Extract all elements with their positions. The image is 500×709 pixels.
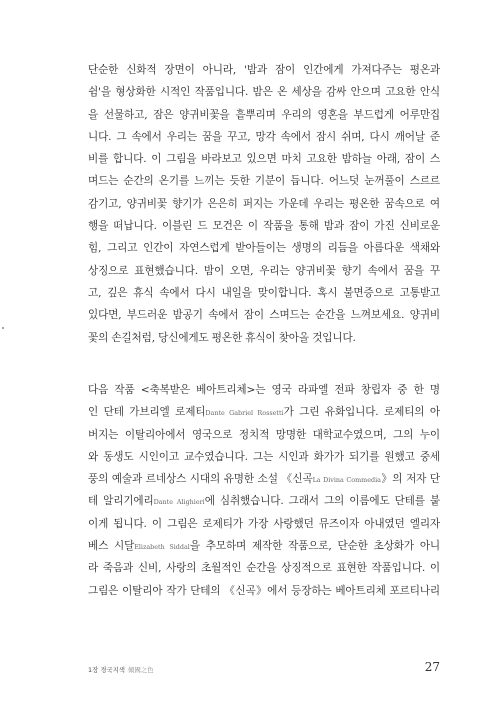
text-line: 버지는 이탈리아에서 영국으로 정치적 망명한 대학교수였으며, 그의 누이 — [88, 428, 440, 441]
text-line — [88, 490, 440, 512]
text-line: 그림은 이탈리아 작가 단테의 《신곡》에서 등장하는 베아트리체 포르티나리 — [88, 584, 440, 597]
text-line: 단순한 신화적 장면이 아니라, '밤과 잠이 인간에게 가져다주는 평온과 — [88, 64, 440, 76]
text-line: 힘, 그리고 인간이 자연스럽게 받아들이는 생명의 리듬을 아름다운 색채와 — [88, 242, 440, 255]
body-paragraph-1 — [88, 59, 440, 349]
text-line: 와 동생도 시인이고 교수였습니다. 그는 시인과 화가가 되기를 원했고 중세 — [88, 450, 440, 463]
text-line: 고, 깊은 휴식 속에서 다시 내일을 맞이합니다. 혹시 불면증으로 고통받고 — [88, 286, 440, 299]
original-name-annotation: Dante Alighieri — [153, 498, 205, 507]
chapter-subtitle: 傾國之色 — [127, 666, 154, 674]
page-number: 27 — [424, 660, 440, 674]
text-line: 행을 떠납니다. 이블린 드 모건은 이 작품을 통해 밤과 잠이 가진 신비로운 — [88, 220, 440, 233]
text-line: 비를 합니다. 이 그림을 바라보고 있으면 마치 고요한 밤하늘 아래, 잠이 스 — [88, 153, 440, 166]
text-segment: 을 추모하며 제작한 작품으로, 단순한 초상화가 아니 — [189, 540, 440, 553]
original-title-annotation: La Divina Commedia — [312, 476, 381, 485]
text-line: 니다. 그 속에서 우리는 꿈을 꾸고, 망각 속에서 잠시 쉬며, 다시 깨어날 준 — [88, 130, 440, 143]
running-footer-chapter — [88, 665, 154, 674]
text-line: 이게 됩니다. 이 그림은 로제티가 가장 사랑했던 뮤즈이자 아내였던 엘리자 — [88, 517, 440, 530]
text-line: 다음 작품 <축복받은 베아트리체>는 영국 라파엘 전파 창립자 중 한 명 — [88, 384, 440, 396]
page-footer — [88, 662, 440, 676]
text-segment: 에 심취했습니다. 그래서 그의 이름에도 단테를 붙 — [204, 495, 440, 508]
text-line: 라 죽음과 신비, 사랑의 초월적인 순간을 상징적으로 표현한 작품입니다. 이 — [88, 562, 440, 575]
text-line: 있다면, 부드러운 밤공기 속에서 잠이 스며드는 순간을 느껴보세요. 양귀비 — [88, 309, 440, 322]
text-segment: 》의 저자 단 — [380, 473, 440, 486]
original-name-annotation: Elizabeth Siddal — [134, 543, 190, 552]
text-line: 상징으로 표현했습니다. 밤이 오면, 우리는 양귀비꽃 향기 속에서 꿈을 꾸 — [88, 264, 440, 277]
text-line: 을 선물하고, 잠은 양귀비꽃을 흩뿌리며 우리의 영혼을 부드럽게 어루만집 — [88, 108, 440, 121]
original-name-annotation: Dante Gabriel Rossetti — [205, 409, 284, 418]
text-segment: 테 알리기에리 — [88, 495, 154, 508]
text-line — [88, 401, 440, 423]
text-line: 꽃의 손길처럼, 당신에게도 평온한 휴식이 찾아올 것입니다. — [88, 331, 356, 344]
text-segment: 인 단테 가브리엘 로제티 — [88, 406, 206, 419]
text-line: 감기고, 양귀비꽃 향기가 은은히 퍼지는 가운데 우리는 평온한 꿈속으로 여 — [88, 197, 440, 210]
text-line — [88, 535, 440, 557]
text-segment: 베스 시달 — [88, 540, 135, 553]
text-segment: 풍의 예술과 르네상스 시대의 유명한 소설 《신곡 — [88, 473, 313, 486]
text-line: 쉼'을 형상화한 시적인 작품입니다. 밤은 온 세상을 감싸 안으며 고요한 안식 — [88, 86, 440, 99]
body-paragraph-2 — [88, 379, 440, 602]
text-line — [88, 468, 440, 490]
page-edge-mark — [2, 327, 4, 329]
chapter-title: 1장 경국지색 — [88, 666, 125, 674]
text-segment: 가 그린 유화입니다. 로제티의 아 — [283, 406, 440, 419]
text-line: 며드는 순간의 온기를 느끼는 듯한 기분이 듭니다. 어느덧 눈꺼풀이 스르르 — [88, 175, 440, 188]
